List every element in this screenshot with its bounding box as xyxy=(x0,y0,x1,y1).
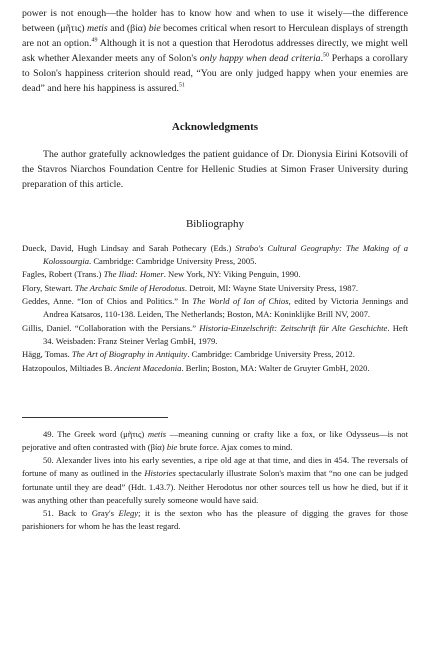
bib-title: Ancient Macedonia xyxy=(114,362,182,373)
bibliography-entry xyxy=(22,268,408,281)
footnote-text: spectacularly illustrate Solon's maxim that “no one can be judged fortunate until they are dead” (Hdt. 1.43.7). Neither Herodotus nor other sources tell us how he died, but if it was anything other than peacefully surely someone would have said. xyxy=(22,468,408,505)
bibliography-entry xyxy=(22,322,408,349)
footnote-ref-51[interactable]: 51 xyxy=(178,83,185,90)
term-bie: bie xyxy=(148,23,161,35)
bib-text: Hägg, Tomas. xyxy=(22,349,72,360)
bib-text: Flory, Stewart. xyxy=(22,282,75,293)
footnote-text: 49. The Greek word (μῆτις) xyxy=(43,428,148,439)
bib-text: . Cambridge: Cambridge University Press, 2005. xyxy=(89,256,257,267)
bibliography-entry xyxy=(22,242,408,269)
footnote-ref-49[interactable]: 49 xyxy=(91,37,98,44)
footnote-51 xyxy=(22,507,408,533)
bib-text: Gillis, Daniel. “Collaboration with the Persians.” xyxy=(22,322,200,333)
acknowledgments-text: The author gratefully acknowledges the patient guidance of Dr. Dionysia Eirini Kotsovili of the Stavros Niarchos Foundation Centre for Hellenic Studies at Simon Fraser University during preparation of this article. xyxy=(22,148,408,190)
bibliography-heading: Bibliography xyxy=(185,217,245,230)
footnote-divider xyxy=(22,417,168,418)
paper-page xyxy=(22,6,408,533)
body-text-1: power is not enough—the holder has to know how and when to use it wisely—the difference between xyxy=(22,8,408,35)
body-text-and: and xyxy=(107,23,127,35)
body-text-4: . xyxy=(320,53,324,65)
greek-metis: (μῆτις) xyxy=(57,23,85,35)
body-paragraph xyxy=(22,6,408,97)
body-text-5: Perhaps a corollary to Solon's happiness criterion should read, “You are only judged happy when your enemies are dead” and here his happiness is assured. xyxy=(22,53,409,95)
greek-bie: (βία) xyxy=(126,23,147,35)
bibliography-entry xyxy=(22,362,408,375)
bib-text: Hatzopoulos, Miltiades B. xyxy=(22,362,115,373)
footnote-text: 50. Alexander lives into his early seventies, a ripe old age at that time, and dies in 454. The reversals of fortune of many as outlined in the xyxy=(22,455,408,479)
term-metis: metis xyxy=(147,428,167,439)
bibliography-entry xyxy=(22,348,408,361)
acknowledgments-heading: Acknowledgments xyxy=(171,120,259,133)
bib-text: Geddes, Anne. “Ion of Chios and Politics.” In xyxy=(22,296,193,307)
bib-text: Dueck, David, Hugh Lindsay and Sarah Pothecary (Eds.) xyxy=(22,242,236,253)
footnote-text: 51. Back to Gray's xyxy=(43,508,119,519)
bib-text: . New York, NY: Viking Penguin, 1990. xyxy=(163,269,301,280)
term-bie: bie xyxy=(166,442,178,453)
bib-text: . Detroit, MI: Wayne State University Press, 1987. xyxy=(184,282,359,293)
bib-text: Fagles, Robert (Trans.) xyxy=(22,269,104,280)
bib-title: The Art of Biography in Antiquity xyxy=(71,349,188,360)
bib-text: . Berlin; Boston, MA: Walter de Gruyter GmbH, 2020. xyxy=(181,362,370,373)
bib-title: The World of Ion of Chios xyxy=(192,296,289,307)
bibliography-list xyxy=(22,242,408,375)
bib-title: Historia-Einzelschrift: Zeitschrift für Alte Geschichte xyxy=(199,322,388,333)
bib-title: The Iliad: Homer xyxy=(103,269,164,280)
term-only-happy: only happy when dead criteria xyxy=(199,53,321,65)
bib-text: . Heft 34. Weisbaden: Franz Steiner Verlag GmbH, 1979. xyxy=(43,322,408,346)
bib-text: , edited by Victoria Jennings and Andrea Katsaros, 110-138. Leiden, The Netherlands; Boston, MA: Koninklijke Brill NV, 2007. xyxy=(43,296,409,320)
bibliography-entry xyxy=(22,282,408,295)
body-text-2: becomes critical when resort to Herculean displays of strength are not an option. xyxy=(22,23,408,50)
body-text-3: Although it is not a question that Herodotus addresses directly, we might well ask whether Alexander meets any of Solon's xyxy=(22,38,408,65)
bib-title: Strabo's Cultural Geography: The Making of a Kolossourgia xyxy=(43,242,408,267)
term-elegy: Elegy xyxy=(118,508,139,519)
footnote-50 xyxy=(22,454,408,507)
bib-title: The Archaic Smile of Herodotus xyxy=(74,282,185,293)
footnote-text: —meaning cunning or crafty like a fox, or like Odysseus—is not pejorative and often contrasted with (βία) xyxy=(22,428,408,453)
bibliography-entry xyxy=(22,295,408,322)
footnote-49 xyxy=(22,428,408,454)
footnote-ref-50[interactable]: 50 xyxy=(323,53,330,60)
term-histories: Histories xyxy=(144,468,176,479)
term-metis: metis xyxy=(87,23,108,35)
bib-text: . Cambridge: Cambridge University Press, 2012. xyxy=(187,349,355,360)
footnote-text: ; it is the sexton who has the pleasure of digging the graves for those parishioners for whom he has the least regard. xyxy=(22,508,408,532)
footnote-text: brute force. Ajax comes to mind. xyxy=(177,442,293,453)
